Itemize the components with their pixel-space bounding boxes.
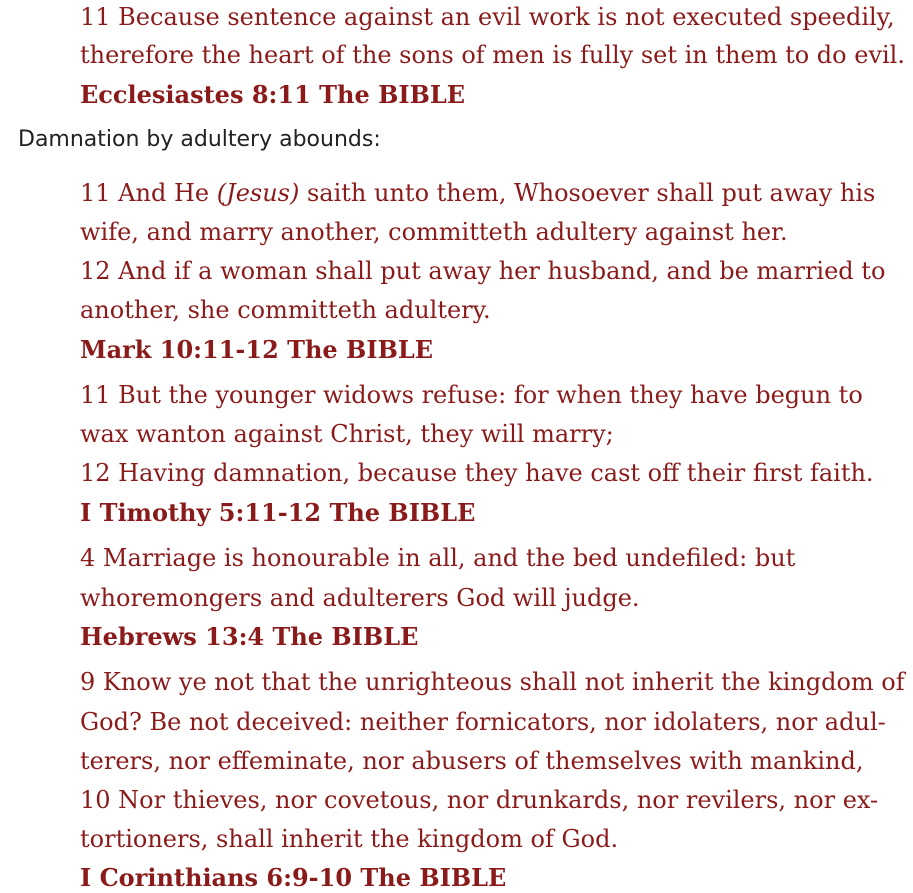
verse-line: 9 Know ye not that the unrighteous shall not inherit the kingdom of — [80, 668, 905, 696]
verse-line: 11 But the younger widows refuse: for when they have begun to — [80, 381, 863, 409]
verse-line: another, she committeth adultery. — [80, 296, 491, 324]
verse-line: wife, and marry another, committeth adultery against her. — [80, 218, 788, 246]
scripture-reference: I Corinthians 6:9-10 The BIBLE — [80, 863, 507, 892]
verse-line: tortioners, shall inherit the kingdom of God. — [80, 825, 619, 853]
verse-line: 10 Nor thieves, nor covetous, nor drunkards, nor revilers, nor ex- — [80, 786, 879, 814]
scripture-reference: Hebrews 13:4 The BIBLE — [80, 622, 419, 651]
verse-line: God? Be not deceived: neither fornicators, nor idolaters, nor adul- — [80, 708, 886, 736]
verse-line: whoremongers and adulterers God will judge. — [80, 584, 640, 612]
verse-line: 11 Because sentence against an evil work is not executed speedily, — [80, 3, 895, 31]
verse-line: terers, nor effeminate, nor abusers of themselves with mankind, — [80, 747, 864, 775]
verse-italic-note: (Jesus) — [216, 179, 300, 207]
scripture-reference: I Timothy 5:11-12 The BIBLE — [80, 498, 476, 527]
scripture-reference: Ecclesiastes 8:11 The BIBLE — [80, 80, 466, 109]
verse-line: 12 Having damnation, because they have cast off their first faith. — [80, 459, 874, 487]
verse-line: 12 And if a woman shall put away her husband, and be married to — [80, 257, 886, 285]
verse-line: therefore the heart of the sons of men is fully set in them to do evil. — [80, 41, 905, 69]
scripture-reference: Mark 10:11-12 The BIBLE — [80, 335, 434, 364]
section-heading: Damnation by adultery abounds: — [18, 127, 381, 152]
verse-line: 4 Marriage is honourable in all, and the bed undefiled: but — [80, 544, 796, 572]
verse-text: saith unto them, Whosoever shall put away his — [299, 179, 876, 207]
verse-text: 11 And He — [80, 179, 217, 207]
verse-line: wax wanton against Christ, they will marry; — [80, 420, 614, 448]
verse-line — [80, 181, 875, 205]
